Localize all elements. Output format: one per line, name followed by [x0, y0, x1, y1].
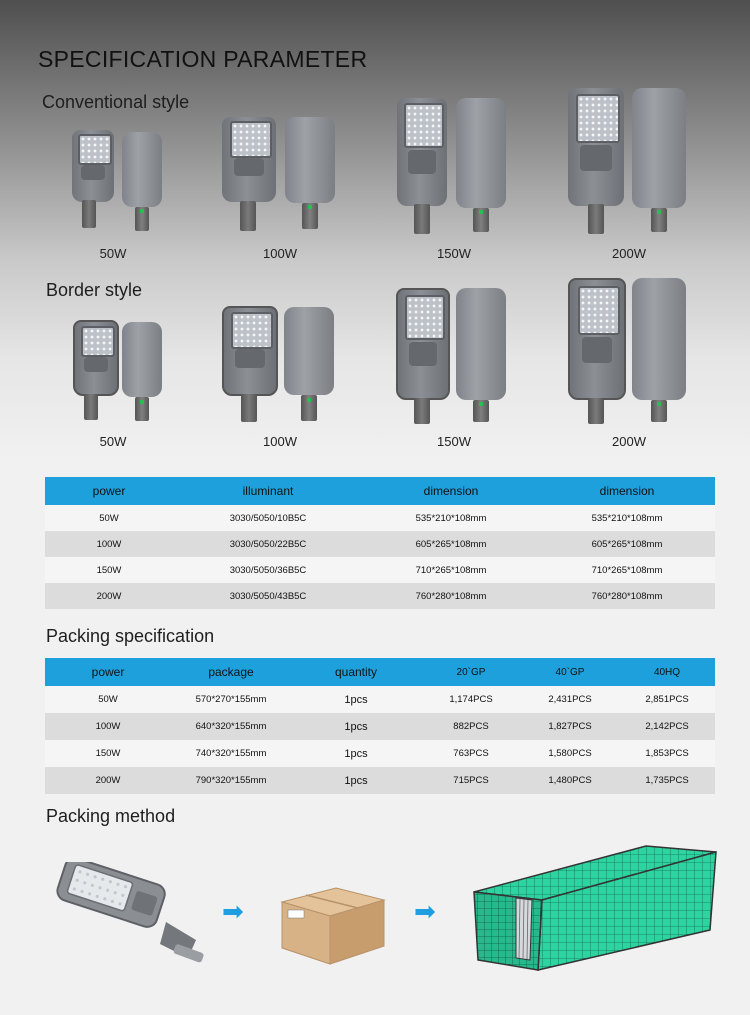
- table-cell: 200W: [45, 767, 171, 794]
- table-cell: 3030/5050/22B5C: [173, 531, 363, 557]
- table-row: [45, 557, 715, 583]
- table-cell: 535*210*108mm: [539, 505, 715, 531]
- shipping-container-image: [470, 838, 720, 978]
- packing-table: [45, 658, 715, 794]
- table-cell: 3030/5050/10B5C: [173, 505, 363, 531]
- table-cell: 200W: [45, 583, 173, 609]
- table-cell: 715PCS: [421, 767, 521, 794]
- table-row: [45, 583, 715, 609]
- conventional-label-50w: 50W: [99, 246, 127, 261]
- table-cell: 570*270*155mm: [171, 686, 291, 713]
- table-cell: 640*320*155mm: [171, 713, 291, 740]
- table-cell: 790*320*155mm: [171, 767, 291, 794]
- packing-method-title: Packing method: [46, 806, 176, 826]
- table-cell: 150W: [45, 557, 173, 583]
- table-row: [45, 505, 715, 531]
- table-cell: 605*265*108mm: [363, 531, 539, 557]
- conventional-label-150w: 150W: [437, 246, 471, 261]
- table-row: [45, 713, 715, 740]
- column-header: package: [171, 658, 291, 686]
- table-cell: 605*265*108mm: [539, 531, 715, 557]
- packing-specification-title: Packing specification: [46, 626, 215, 646]
- table-cell: 2,142PCS: [619, 713, 715, 740]
- arrow-right-icon: ➡: [414, 896, 436, 926]
- conventional-label-100w: 100W: [263, 246, 297, 261]
- conventional-label-200w: 200W: [612, 246, 646, 261]
- arrow-right-icon: ➡: [222, 896, 244, 926]
- border-label-150w: 150W: [437, 434, 471, 449]
- table-cell: 3030/5050/36B5C: [173, 557, 363, 583]
- table-cell: 763PCS: [421, 740, 521, 767]
- page-title: SPECIFICATION PARAMETER: [38, 46, 368, 72]
- column-header: dimension: [539, 477, 715, 505]
- table-cell: 710*265*108mm: [539, 557, 715, 583]
- column-header: quantity: [291, 658, 421, 686]
- table-cell: 1,580PCS: [521, 740, 619, 767]
- border-label-200w: 200W: [612, 434, 646, 449]
- table-cell: 760*280*108mm: [539, 583, 715, 609]
- table-cell: 1pcs: [291, 713, 421, 740]
- column-header: illuminant: [173, 477, 363, 505]
- table-cell: 1,853PCS: [619, 740, 715, 767]
- table-cell: 2,851PCS: [619, 686, 715, 713]
- table-cell: 150W: [45, 740, 171, 767]
- table-cell: 760*280*108mm: [363, 583, 539, 609]
- table-cell: 3030/5050/43B5C: [173, 583, 363, 609]
- column-header: 40HQ: [619, 658, 715, 686]
- packing-table-header: [45, 658, 715, 686]
- table-cell: 1pcs: [291, 686, 421, 713]
- column-header: dimension: [363, 477, 539, 505]
- table-cell: 1,827PCS: [521, 713, 619, 740]
- table-cell: 740*320*155mm: [171, 740, 291, 767]
- table-cell: 50W: [45, 505, 173, 531]
- table-cell: 2,431PCS: [521, 686, 619, 713]
- table-row: [45, 531, 715, 557]
- column-header: power: [45, 658, 171, 686]
- table-cell: 1,735PCS: [619, 767, 715, 794]
- table-cell: 1pcs: [291, 740, 421, 767]
- spec-table-header: [45, 477, 715, 505]
- table-cell: 100W: [45, 713, 171, 740]
- table-cell: 50W: [45, 686, 171, 713]
- border-label-50w: 50W: [99, 434, 127, 449]
- column-header: power: [45, 477, 173, 505]
- table-row: [45, 740, 715, 767]
- conventional-style-title: Conventional style: [42, 92, 190, 112]
- table-cell: 1pcs: [291, 767, 421, 794]
- spec-table: [45, 477, 715, 609]
- column-header: 20`GP: [421, 658, 521, 686]
- table-row: [45, 767, 715, 794]
- table-cell: 1,480PCS: [521, 767, 619, 794]
- carton-box-image: [272, 880, 392, 970]
- table-cell: 882PCS: [421, 713, 521, 740]
- table-row: [45, 686, 715, 713]
- table-cell: 535*210*108mm: [363, 505, 539, 531]
- border-label-100w: 100W: [263, 434, 297, 449]
- column-header: 40`GP: [521, 658, 619, 686]
- table-cell: 1,174PCS: [421, 686, 521, 713]
- table-cell: 710*265*108mm: [363, 557, 539, 583]
- border-style-title: Border style: [46, 280, 143, 300]
- table-cell: 100W: [45, 531, 173, 557]
- street-light-image: [48, 862, 208, 972]
